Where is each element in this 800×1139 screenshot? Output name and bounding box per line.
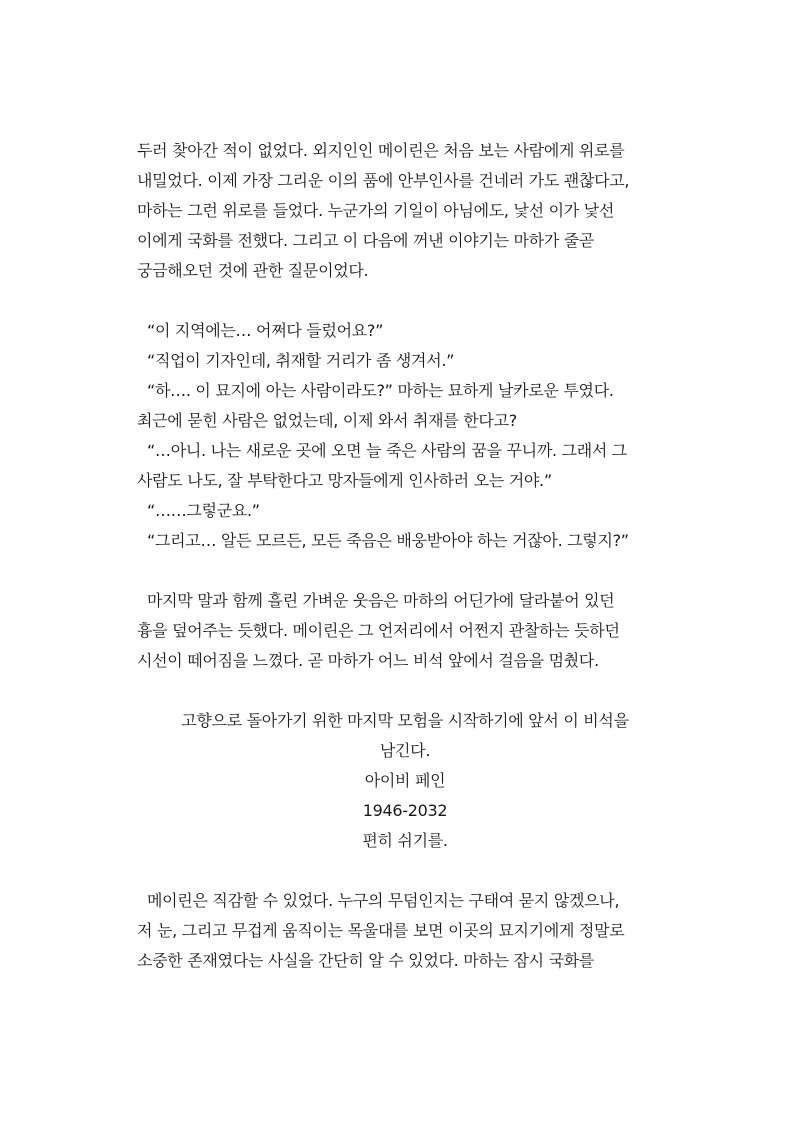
epitaph-line: 남긴다.	[379, 741, 431, 760]
text-line: 마지막 말과 함께 흘린 가벼운 웃음은 마하의 어딘가에 달라붙어 있던	[147, 591, 615, 610]
text-line: 이에게 국화를 전했다. 그리고 이 다음에 꺼낸 이야기는 마하가 줄곧	[137, 231, 595, 250]
document-page	[137, 136, 665, 976]
text-line: 궁금해오던 것에 관한 질문이었다.	[137, 261, 369, 280]
dialogue-block	[137, 316, 665, 556]
paragraph-3	[137, 886, 665, 976]
epitaph-name: 아이비 페인	[364, 771, 446, 790]
paragraph-gap	[137, 676, 665, 706]
epitaph-line: 편히 쉬기를.	[362, 831, 448, 850]
epitaph-block	[137, 706, 665, 856]
paragraph-2	[137, 586, 665, 676]
text-line: 내밀었다. 이제 가장 그리운 이의 품에 안부인사를 건네러 가도 괜찮다고,	[137, 171, 630, 190]
dialogue-line: “직업이 기자인데, 취재할 거리가 좀 생겨서.”	[147, 351, 455, 370]
dialogue-line: “하…. 이 묘지에 아는 사람이라도?” 마하는 묘하게 날카로운 투였다.	[147, 381, 614, 400]
epitaph-line: 고향으로 돌아가기 위한 마지막 모험을 시작하기에 앞서 이 비석을	[181, 711, 629, 730]
dialogue-line: “그리고… 알든 모르든, 모든 죽음은 배웅받아야 하는 거잖아. 그렇지?”	[147, 531, 629, 550]
dialogue-line: “……그렇군요.”	[147, 501, 260, 520]
text-line: 저 눈, 그리고 무겁게 움직이는 목울대를 보면 이곳의 묘지기에게 정말로	[137, 921, 625, 940]
dialogue-line: 사람도 나도, 잘 부탁한다고 망자들에게 인사하러 오는 거야.”	[137, 471, 552, 490]
dialogue-line: “이 지역에는… 어쩌다 들렀어요?”	[147, 321, 384, 340]
text-line: 흉을 덮어주는 듯했다. 메이린은 그 언저리에서 어쩐지 관찰하는 듯하던	[137, 621, 620, 640]
paragraph-1	[137, 136, 665, 286]
epitaph-dates: 1946-2032	[362, 801, 448, 820]
text-line: 메이린은 직감할 수 있었다. 누구의 무덤인지는 구태여 묻지 않겠으나,	[147, 891, 620, 910]
dialogue-line: 최근에 묻힌 사람은 없었는데, 이제 와서 취재를 한다고?	[137, 411, 517, 430]
text-line: 마하는 그런 위로를 들었다. 누군가의 기일이 아님에도, 낯선 이가 낯선	[137, 201, 615, 220]
text-line: 시선이 떼어짐을 느꼈다. 곧 마하가 어느 비석 앞에서 걸음을 멈췄다.	[137, 651, 599, 670]
dialogue-line: “…아니. 나는 새로운 곳에 오면 늘 죽은 사람의 꿈을 꾸니까. 그래서 그	[147, 441, 627, 460]
paragraph-gap	[137, 286, 665, 316]
text-line: 두러 찾아간 적이 없었다. 외지인인 메이린은 처음 보는 사람에게 위로를	[137, 141, 625, 160]
text-line: 소중한 존재였다는 사실을 간단히 알 수 있었다. 마하는 잠시 국화를	[137, 951, 595, 970]
paragraph-gap	[137, 556, 665, 586]
paragraph-gap	[137, 856, 665, 886]
